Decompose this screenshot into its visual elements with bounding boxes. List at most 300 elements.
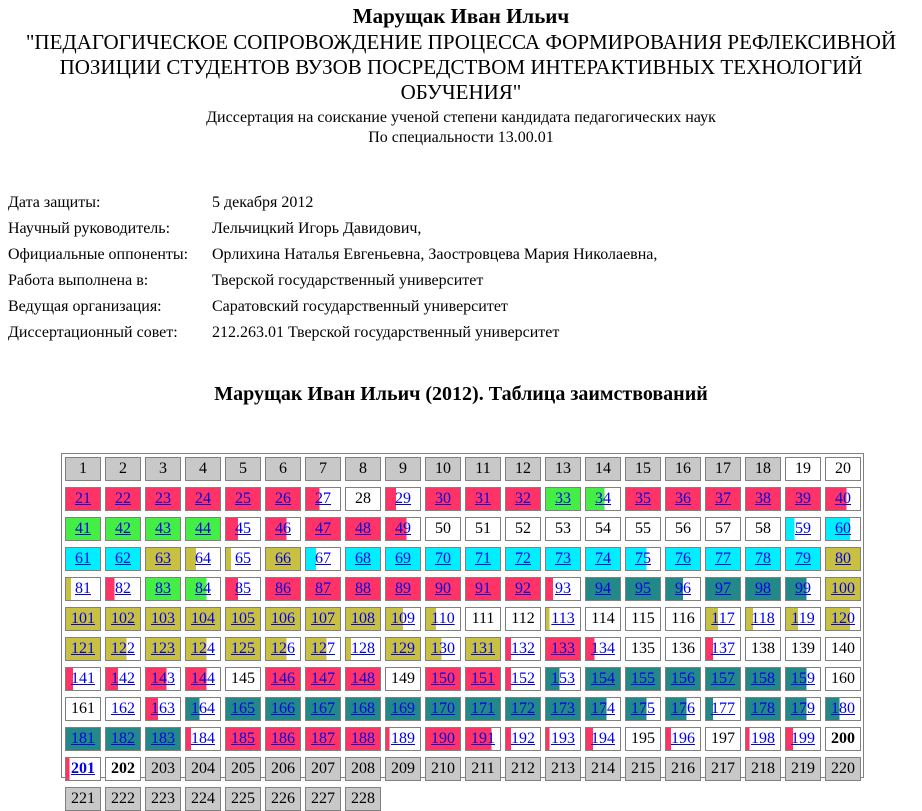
page-number[interactable]: 99 [795,580,811,597]
page-number[interactable]: 128 [351,640,375,657]
page-number[interactable]: 168 [351,700,375,717]
page-cell-175[interactable] [625,697,661,721]
page-cell-46[interactable] [265,517,301,541]
page-cell-150[interactable] [425,667,461,691]
page-number[interactable]: 110 [431,610,455,627]
page-cell-73[interactable] [545,547,581,571]
page-cell-40[interactable] [825,487,861,511]
page-cell-163[interactable] [145,697,181,721]
page-cell-93[interactable] [545,577,581,601]
page-cell-133[interactable] [545,637,581,661]
page-cell-164[interactable] [185,697,221,721]
page-cell-113[interactable] [545,607,581,631]
page-cell-47[interactable] [305,517,341,541]
page-cell-26[interactable] [265,487,301,511]
page-cell-82[interactable] [105,577,141,601]
page-cell-131[interactable] [465,637,501,661]
page-cell-25[interactable] [225,487,261,511]
page-cell-166[interactable] [265,697,301,721]
page-cell-122[interactable] [105,637,141,661]
page-cell-44[interactable] [185,517,221,541]
page-cell-62[interactable] [105,547,141,571]
page-number[interactable]: 41 [75,520,91,537]
page-number[interactable]: 81 [75,580,91,597]
page-number[interactable]: 44 [195,520,211,537]
page-cell-70[interactable] [425,547,461,571]
page-cell-65[interactable] [225,547,261,571]
page-number[interactable]: 152 [511,670,535,687]
page-cell-141[interactable] [65,667,101,691]
page-cell-201[interactable] [65,757,101,781]
page-number[interactable]: 196 [671,730,695,747]
page-number[interactable]: 105 [231,610,255,627]
page-cell-45[interactable] [225,517,261,541]
page-number[interactable]: 39 [795,490,811,507]
page-cell-159[interactable] [785,667,821,691]
page-number[interactable]: 67 [315,550,331,567]
page-number[interactable]: 72 [515,550,531,567]
page-number[interactable]: 80 [835,550,851,567]
page-number[interactable]: 137 [711,640,735,657]
page-number[interactable]: 180 [831,700,855,717]
page-number[interactable]: 38 [755,490,771,507]
page-cell-178[interactable] [745,697,781,721]
page-number[interactable]: 71 [475,550,491,567]
page-number[interactable]: 124 [191,640,215,657]
page-cell-154[interactable] [585,667,621,691]
page-cell-49[interactable] [385,517,421,541]
page-cell-162[interactable] [105,697,141,721]
page-number[interactable]: 142 [111,670,135,687]
page-number[interactable]: 65 [235,550,251,567]
page-number[interactable]: 82 [115,580,131,597]
page-number[interactable]: 174 [591,700,615,717]
page-cell-108[interactable] [345,607,381,631]
page-cell-128[interactable] [345,637,381,661]
page-cell-84[interactable] [185,577,221,601]
page-cell-171[interactable] [465,697,501,721]
page-number[interactable]: 150 [431,670,455,687]
page-number[interactable]: 178 [751,700,775,717]
page-cell-72[interactable] [505,547,541,571]
page-cell-147[interactable] [305,667,341,691]
page-number[interactable]: 43 [155,520,171,537]
page-cell-121[interactable] [65,637,101,661]
page-number[interactable]: 29 [395,490,411,507]
page-number[interactable]: 164 [191,700,215,717]
page-number[interactable]: 119 [791,610,815,627]
page-cell-124[interactable] [185,637,221,661]
page-number[interactable]: 182 [111,730,135,747]
page-number[interactable]: 48 [355,520,371,537]
page-cell-90[interactable] [425,577,461,601]
page-number[interactable]: 181 [71,730,95,747]
page-number[interactable]: 79 [795,550,811,567]
page-cell-196[interactable] [665,727,701,751]
page-number[interactable]: 146 [271,670,295,687]
page-number[interactable]: 32 [515,490,531,507]
page-cell-33[interactable] [545,487,581,511]
page-cell-180[interactable] [825,697,861,721]
page-cell-104[interactable] [185,607,221,631]
page-cell-176[interactable] [665,697,701,721]
page-number[interactable]: 153 [551,670,575,687]
page-cell-67[interactable] [305,547,341,571]
page-number[interactable]: 102 [111,610,135,627]
page-number[interactable]: 75 [635,550,651,567]
page-number[interactable]: 100 [831,580,855,597]
page-number[interactable]: 177 [711,700,735,717]
page-number[interactable]: 89 [395,580,411,597]
page-number[interactable]: 151 [471,670,495,687]
page-number[interactable]: 185 [231,730,255,747]
page-number[interactable]: 83 [155,580,171,597]
page-number[interactable]: 47 [315,520,331,537]
page-number[interactable]: 95 [635,580,651,597]
page-cell-103[interactable] [145,607,181,631]
page-cell-36[interactable] [665,487,701,511]
page-number[interactable]: 154 [591,670,615,687]
page-cell-74[interactable] [585,547,621,571]
page-number[interactable]: 143 [151,670,175,687]
page-cell-158[interactable] [745,667,781,691]
page-number[interactable]: 37 [715,490,731,507]
page-number[interactable]: 98 [755,580,771,597]
page-cell-96[interactable] [665,577,701,601]
page-cell-21[interactable] [65,487,101,511]
page-cell-170[interactable] [425,697,461,721]
page-cell-188[interactable] [345,727,381,751]
page-number[interactable]: 169 [391,700,415,717]
page-cell-59[interactable] [785,517,821,541]
page-number[interactable]: 23 [155,490,171,507]
page-number[interactable]: 46 [275,520,291,537]
page-number[interactable]: 64 [195,550,211,567]
page-cell-79[interactable] [785,547,821,571]
page-cell-63[interactable] [145,547,181,571]
page-number[interactable]: 31 [475,490,491,507]
page-cell-61[interactable] [65,547,101,571]
page-cell-83[interactable] [145,577,181,601]
page-cell-98[interactable] [745,577,781,601]
page-cell-153[interactable] [545,667,581,691]
page-cell-134[interactable] [585,637,621,661]
page-number[interactable]: 92 [515,580,531,597]
page-cell-182[interactable] [105,727,141,751]
page-number[interactable]: 173 [551,700,575,717]
page-cell-102[interactable] [105,607,141,631]
page-cell-194[interactable] [585,727,621,751]
page-cell-77[interactable] [705,547,741,571]
page-cell-71[interactable] [465,547,501,571]
page-number[interactable]: 199 [791,730,815,747]
page-cell-92[interactable] [505,577,541,601]
page-number[interactable]: 77 [715,550,731,567]
page-cell-78[interactable] [745,547,781,571]
page-number[interactable]: 108 [351,610,375,627]
page-cell-95[interactable] [625,577,661,601]
page-cell-29[interactable] [385,487,421,511]
page-cell-86[interactable] [265,577,301,601]
page-number[interactable]: 165 [231,700,255,717]
page-cell-168[interactable] [345,697,381,721]
page-cell-173[interactable] [545,697,581,721]
page-cell-69[interactable] [385,547,421,571]
page-number[interactable]: 157 [711,670,735,687]
page-number[interactable]: 122 [111,640,135,657]
page-number[interactable]: 126 [271,640,295,657]
page-cell-144[interactable] [185,667,221,691]
page-cell-100[interactable] [825,577,861,601]
page-number[interactable]: 194 [591,730,615,747]
page-number[interactable]: 123 [151,640,175,657]
page-cell-199[interactable] [785,727,821,751]
page-number[interactable]: 103 [151,610,175,627]
page-number[interactable]: 24 [195,490,211,507]
page-cell-126[interactable] [265,637,301,661]
page-cell-146[interactable] [265,667,301,691]
page-cell-101[interactable] [65,607,101,631]
page-number[interactable]: 69 [395,550,411,567]
page-number[interactable]: 141 [71,670,95,687]
page-number[interactable]: 73 [555,550,571,567]
page-number[interactable]: 121 [71,640,95,657]
page-cell-39[interactable] [785,487,821,511]
page-cell-174[interactable] [585,697,621,721]
page-cell-68[interactable] [345,547,381,571]
page-cell-32[interactable] [505,487,541,511]
page-cell-183[interactable] [145,727,181,751]
page-number[interactable]: 170 [431,700,455,717]
page-number[interactable]: 171 [471,700,495,717]
page-number[interactable]: 63 [155,550,171,567]
page-number[interactable]: 109 [391,610,415,627]
page-number[interactable]: 21 [75,490,91,507]
page-cell-24[interactable] [185,487,221,511]
page-cell-187[interactable] [305,727,341,751]
page-number[interactable]: 76 [675,550,691,567]
page-number[interactable]: 172 [511,700,535,717]
page-number[interactable]: 132 [511,640,535,657]
page-cell-75[interactable] [625,547,661,571]
page-cell-94[interactable] [585,577,621,601]
page-cell-76[interactable] [665,547,701,571]
page-number[interactable]: 35 [635,490,651,507]
page-number[interactable]: 127 [311,640,335,657]
page-number[interactable]: 61 [75,550,91,567]
page-cell-37[interactable] [705,487,741,511]
page-cell-66[interactable] [265,547,301,571]
page-number[interactable]: 163 [151,700,175,717]
page-cell-165[interactable] [225,697,261,721]
page-number[interactable]: 187 [311,730,335,747]
page-number[interactable]: 85 [235,580,251,597]
page-number[interactable]: 36 [675,490,691,507]
page-number[interactable]: 184 [191,730,215,747]
page-number[interactable]: 193 [551,730,575,747]
page-number[interactable]: 192 [511,730,535,747]
page-number[interactable]: 59 [795,520,811,537]
page-number[interactable]: 60 [835,520,851,537]
page-cell-184[interactable] [185,727,221,751]
page-number[interactable]: 186 [271,730,295,747]
page-cell-22[interactable] [105,487,141,511]
page-cell-105[interactable] [225,607,261,631]
page-cell-91[interactable] [465,577,501,601]
page-number[interactable]: 33 [555,490,571,507]
page-cell-129[interactable] [385,637,421,661]
page-number[interactable]: 62 [115,550,131,567]
page-number[interactable]: 189 [391,730,415,747]
page-cell-107[interactable] [305,607,341,631]
page-number[interactable]: 158 [751,670,775,687]
page-cell-23[interactable] [145,487,181,511]
page-number[interactable]: 183 [151,730,175,747]
page-cell-64[interactable] [185,547,221,571]
page-number[interactable]: 97 [715,580,731,597]
page-cell-117[interactable] [705,607,741,631]
page-cell-191[interactable] [465,727,501,751]
page-number[interactable]: 93 [555,580,571,597]
page-number[interactable]: 133 [551,640,575,657]
page-cell-169[interactable] [385,697,421,721]
page-number[interactable]: 86 [275,580,291,597]
page-number[interactable]: 101 [71,610,95,627]
page-cell-177[interactable] [705,697,741,721]
page-cell-143[interactable] [145,667,181,691]
page-number[interactable]: 134 [591,640,615,657]
page-number[interactable]: 34 [595,490,611,507]
page-number[interactable]: 201 [71,760,95,777]
page-number[interactable]: 118 [751,610,775,627]
page-number[interactable]: 70 [435,550,451,567]
page-number[interactable]: 176 [671,700,695,717]
page-number[interactable]: 94 [595,580,611,597]
page-cell-109[interactable] [385,607,421,631]
page-cell-186[interactable] [265,727,301,751]
page-cell-85[interactable] [225,577,261,601]
page-number[interactable]: 30 [435,490,451,507]
page-cell-118[interactable] [745,607,781,631]
page-cell-41[interactable] [65,517,101,541]
page-number[interactable]: 129 [391,640,415,657]
page-cell-125[interactable] [225,637,261,661]
page-cell-48[interactable] [345,517,381,541]
page-cell-89[interactable] [385,577,421,601]
page-number[interactable]: 120 [831,610,855,627]
page-number[interactable]: 144 [191,670,215,687]
page-cell-106[interactable] [265,607,301,631]
page-number[interactable]: 87 [315,580,331,597]
page-cell-31[interactable] [465,487,501,511]
page-cell-185[interactable] [225,727,261,751]
page-cell-189[interactable] [385,727,421,751]
page-number[interactable]: 130 [431,640,455,657]
page-number[interactable]: 106 [271,610,295,627]
page-number[interactable]: 27 [315,490,331,507]
page-cell-35[interactable] [625,487,661,511]
page-number[interactable]: 96 [675,580,691,597]
page-cell-172[interactable] [505,697,541,721]
page-cell-198[interactable] [745,727,781,751]
page-number[interactable]: 91 [475,580,491,597]
page-cell-87[interactable] [305,577,341,601]
page-cell-43[interactable] [145,517,181,541]
page-number[interactable]: 148 [351,670,375,687]
page-number[interactable]: 198 [751,730,775,747]
page-cell-120[interactable] [825,607,861,631]
page-number[interactable]: 78 [755,550,771,567]
page-number[interactable]: 49 [395,520,411,537]
page-cell-157[interactable] [705,667,741,691]
page-cell-30[interactable] [425,487,461,511]
page-number[interactable]: 167 [311,700,335,717]
page-cell-81[interactable] [65,577,101,601]
page-cell-152[interactable] [505,667,541,691]
page-cell-119[interactable] [785,607,821,631]
page-cell-156[interactable] [665,667,701,691]
page-number[interactable]: 175 [631,700,655,717]
page-cell-80[interactable] [825,547,861,571]
page-cell-97[interactable] [705,577,741,601]
page-cell-155[interactable] [625,667,661,691]
page-cell-88[interactable] [345,577,381,601]
page-number[interactable]: 104 [191,610,215,627]
page-number[interactable]: 117 [711,610,735,627]
page-number[interactable]: 88 [355,580,371,597]
page-number[interactable]: 45 [235,520,251,537]
page-number[interactable]: 131 [471,640,495,657]
page-number[interactable]: 147 [311,670,335,687]
page-cell-137[interactable] [705,637,741,661]
page-cell-179[interactable] [785,697,821,721]
page-cell-181[interactable] [65,727,101,751]
page-cell-142[interactable] [105,667,141,691]
page-cell-132[interactable] [505,637,541,661]
page-cell-151[interactable] [465,667,501,691]
page-cell-167[interactable] [305,697,341,721]
page-number[interactable]: 179 [791,700,815,717]
page-cell-60[interactable] [825,517,861,541]
page-cell-34[interactable] [585,487,621,511]
page-cell-99[interactable] [785,577,821,601]
page-number[interactable]: 166 [271,700,295,717]
page-number[interactable]: 40 [835,490,851,507]
page-cell-190[interactable] [425,727,461,751]
page-number[interactable]: 84 [195,580,211,597]
page-number[interactable]: 42 [115,520,131,537]
page-cell-130[interactable] [425,637,461,661]
page-cell-127[interactable] [305,637,341,661]
page-number[interactable]: 191 [471,730,495,747]
page-number[interactable]: 156 [671,670,695,687]
page-cell-148[interactable] [345,667,381,691]
page-number[interactable]: 113 [551,610,575,627]
page-number[interactable]: 90 [435,580,451,597]
page-cell-27[interactable] [305,487,341,511]
page-number[interactable]: 68 [355,550,371,567]
page-number[interactable]: 107 [311,610,335,627]
page-cell-110[interactable] [425,607,461,631]
page-number[interactable]: 66 [275,550,291,567]
page-number[interactable]: 190 [431,730,455,747]
page-number[interactable]: 188 [351,730,375,747]
page-cell-42[interactable] [105,517,141,541]
page-number[interactable]: 26 [275,490,291,507]
page-cell-193[interactable] [545,727,581,751]
page-cell-38[interactable] [745,487,781,511]
page-cell-192[interactable] [505,727,541,751]
